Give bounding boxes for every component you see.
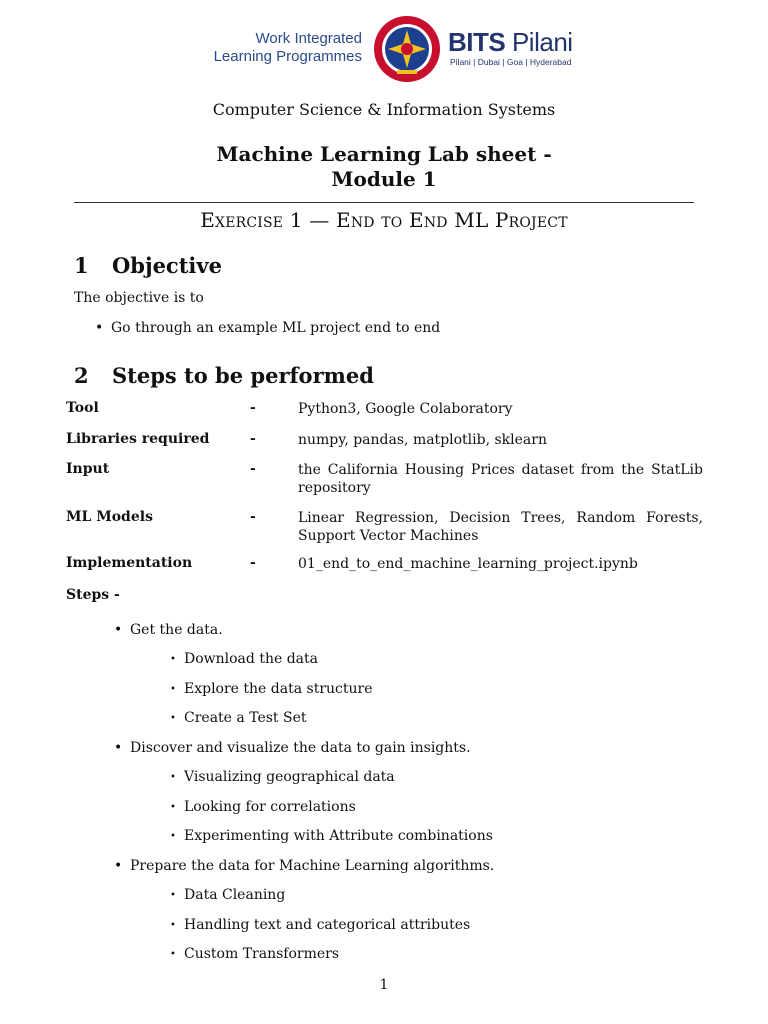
sub-bullet-glyph: • — [170, 920, 176, 931]
table-row-label: ML Models — [66, 509, 153, 525]
list-item-text: Discover and visualize the data to gain insights. — [130, 740, 471, 756]
table-row-value: Python3, Google Colaboratory — [298, 401, 513, 417]
table-row-dash: - — [250, 461, 256, 477]
table-row-value: the California Housing Prices dataset from the StatLib repository — [298, 462, 703, 496]
sub-list-item-text: Explore the data structure — [184, 681, 373, 697]
objective-intro: The objective is to — [74, 290, 204, 306]
table-row-label: Implementation — [66, 555, 193, 571]
sub-list-item-text: Download the data — [184, 651, 318, 667]
page-number: 1 — [379, 977, 389, 993]
department-name: Computer Science & Information Systems — [212, 100, 556, 119]
sub-list-item-text: Handling text and categorical attributes — [184, 917, 471, 933]
wilp-logo-line1: Work Integrated — [255, 30, 362, 47]
sub-list-item-text: Visualizing geographical data — [184, 769, 395, 785]
bits-wordmark-bold: BITS — [448, 27, 506, 57]
sub-list-item-text: Data Cleaning — [184, 887, 286, 903]
table-row-label: Tool — [66, 400, 99, 416]
wilp-logo-line2: Learning Programmes — [213, 48, 362, 65]
title-divider — [74, 202, 694, 203]
bits-pilani-wordmark — [448, 27, 573, 58]
list-item-text: Prepare the data for Machine Learning algorithms. — [130, 858, 495, 874]
bullet-glyph: • — [114, 858, 123, 874]
section-title: Objective — [112, 253, 222, 278]
exercise-title: Exercise 1 — End to End ML Project — [200, 208, 568, 232]
bits-wordmark-rest: Pilani — [505, 27, 573, 57]
list-item-text: Get the data. — [130, 622, 223, 638]
sub-bullet-glyph: • — [170, 713, 176, 724]
campus-list: Pilani | Dubai | Goa | Hyderabad — [450, 57, 572, 67]
section-heading-steps — [74, 363, 374, 388]
sub-list-item-text: Experimenting with Attribute combinations — [184, 828, 493, 844]
table-row-value: Linear Regression, Decision Trees, Random Forests, Support Vector Machines — [298, 510, 703, 544]
sub-bullet-glyph: • — [170, 684, 176, 695]
document-title-line1: Machine Learning Lab sheet - — [216, 142, 552, 166]
sub-list-item-text: Custom Transformers — [184, 946, 340, 962]
table-row-dash: - — [250, 400, 256, 416]
bits-pilani-seal-icon — [372, 14, 442, 84]
table-row-label: Input — [66, 461, 110, 477]
section-number: 2 — [74, 363, 89, 388]
steps-label: Steps - — [66, 587, 120, 603]
table-row-dash: - — [250, 431, 256, 447]
sub-bullet-glyph: • — [170, 772, 176, 783]
section-title: Steps to be performed — [112, 363, 374, 388]
sub-list-item-text: Create a Test Set — [184, 710, 307, 726]
table-row-dash: - — [250, 509, 256, 525]
table-row-dash: - — [250, 555, 256, 571]
table-row-label: Libraries required — [66, 431, 210, 447]
objective-bullet-text: Go through an example ML project end to end — [111, 320, 441, 336]
bullet-glyph: • — [114, 740, 123, 756]
sub-bullet-glyph: • — [170, 831, 176, 842]
sub-list-item-text: Looking for correlations — [184, 799, 356, 815]
sub-bullet-glyph: • — [170, 802, 176, 813]
bullet-glyph: • — [95, 320, 104, 336]
sub-bullet-glyph: • — [170, 949, 176, 960]
bullet-glyph: • — [114, 622, 123, 638]
document-title-line2: Module 1 — [331, 167, 437, 191]
section-heading-objective — [74, 253, 222, 278]
sub-bullet-glyph: • — [170, 654, 176, 665]
sub-bullet-glyph: • — [170, 890, 176, 901]
table-row-value: numpy, pandas, matplotlib, sklearn — [298, 432, 547, 448]
section-number: 1 — [74, 253, 89, 278]
table-row-value: 01_end_to_end_machine_learning_project.ipynb — [298, 556, 638, 572]
